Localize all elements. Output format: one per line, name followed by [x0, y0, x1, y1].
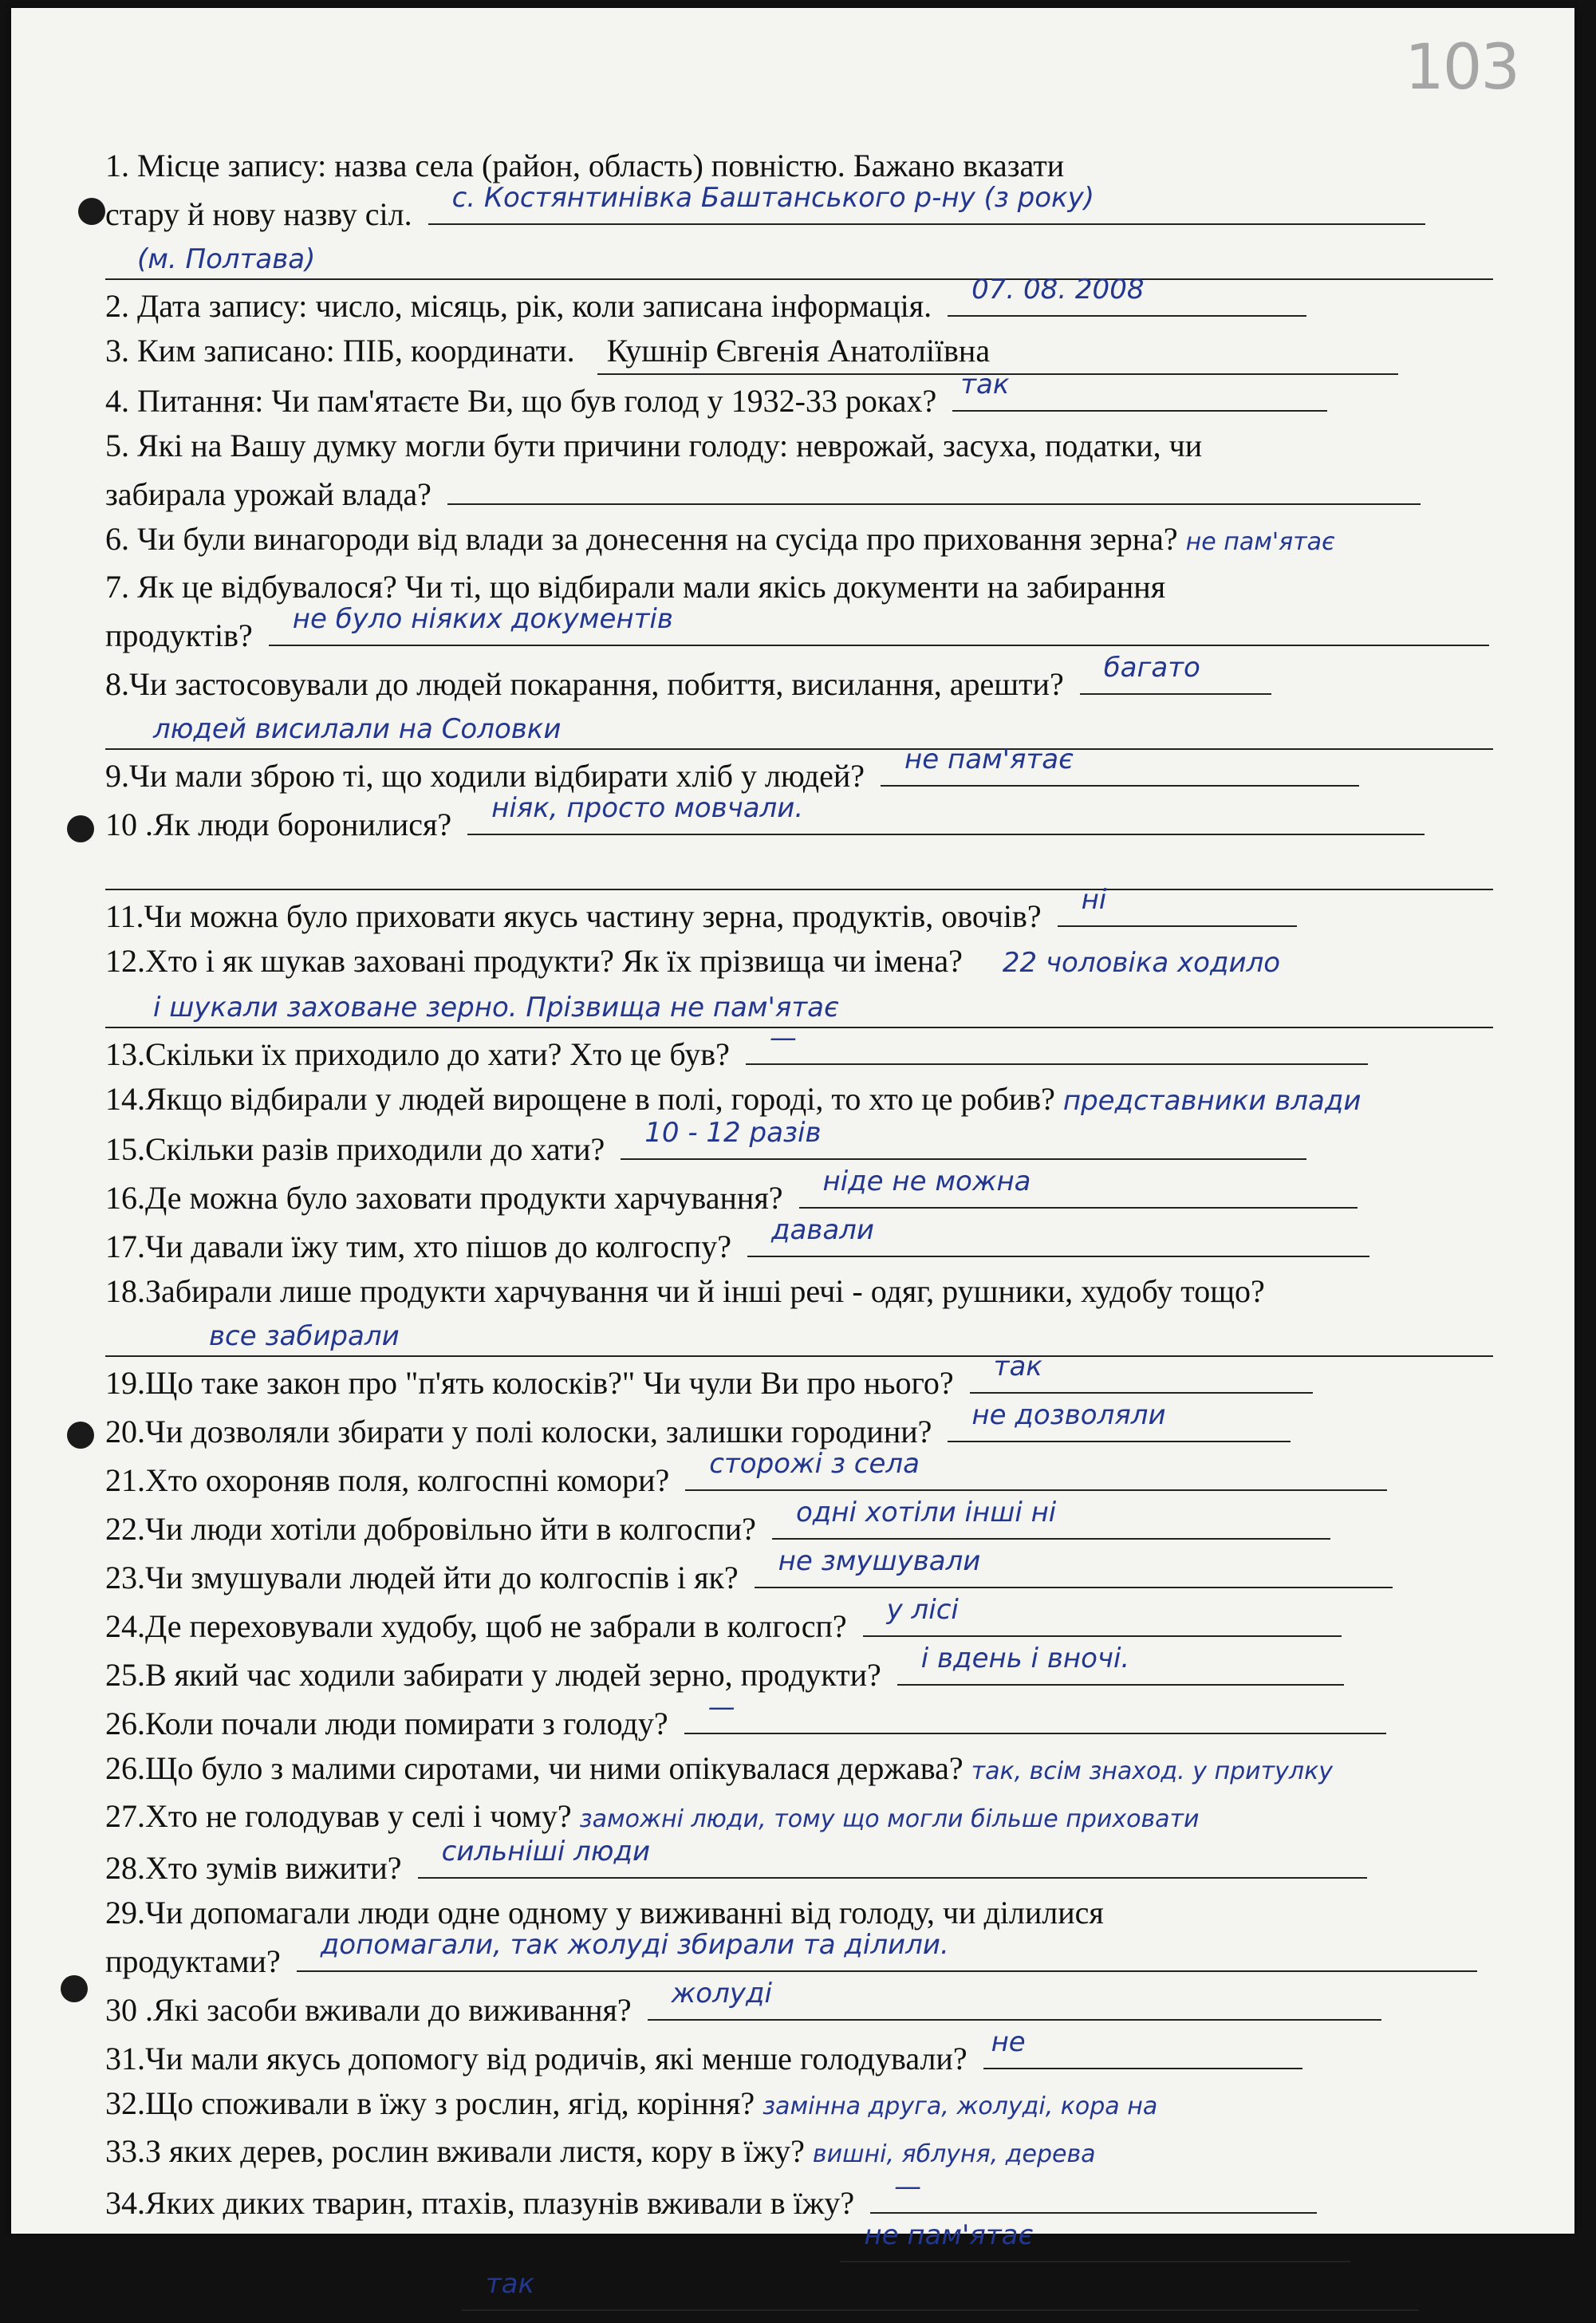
handwritten-answer: не було ніяких документів — [292, 603, 673, 635]
question-label: продуктами? — [105, 1943, 281, 1979]
typed-answer[interactable]: Кушнір Євгенія Анатоліївна — [597, 329, 1398, 375]
handwritten-answer: так, всім знаход. у притулку — [971, 1757, 1333, 1785]
question-18 — [105, 1269, 1493, 1314]
answer-field[interactable] — [755, 1545, 1393, 1588]
answer-field[interactable] — [870, 2171, 1317, 2214]
answer-field[interactable] — [269, 603, 1489, 646]
question-label: 1. Місце запису: назва села (район, область) повністю. Бажано вказати — [105, 148, 1065, 183]
question-label: 20.Чи дозволяли збирати у полі колоски, залишки городини? — [105, 1414, 932, 1449]
question-2 — [105, 274, 1493, 329]
punch-hole — [78, 198, 105, 225]
question-label: 18.Забирали лише продукти харчування чи й інші речі - одяг, рушники, худобу тощо? — [105, 1273, 1265, 1309]
answer-line[interactable] — [105, 239, 1493, 280]
question-label: 12.Хто і як шукав заховані продукти? Як їх прізвища чи імена? — [105, 943, 963, 979]
question-label: 8.Чи застосовували до людей покарання, побиття, висилання, арешти? — [105, 666, 1064, 702]
question-8 — [105, 652, 1493, 707]
handwritten-answer: і вдень і вночі. — [920, 1643, 1130, 1674]
question-label: 26.Що було з малими сиротами, чи ними опікувалася держава? — [105, 1750, 964, 1786]
handwritten-answer: людей висилали на Соловки — [153, 713, 562, 745]
handwritten-answer: не змушували — [778, 1545, 981, 1577]
question-label: 33.З яких дерев, рослин вживали листя, кору в їжу? — [105, 2133, 805, 2169]
question-label: 29.Чи допомагали люди одне одному у виживанні від голоду, чи ділилися — [105, 1895, 1104, 1931]
question-33 — [105, 2129, 1493, 2177]
punch-hole — [61, 1975, 88, 2002]
handwritten-answer: ні — [1081, 884, 1107, 916]
question-6 — [105, 517, 1493, 565]
handwritten-answer: допомагали, так жолуді збирали та ділили. — [320, 1929, 949, 1961]
question-label: стару й нову назву сіл. — [105, 196, 412, 232]
question-label: 16.Де можна було заховати продукти харчування? — [105, 1180, 783, 1216]
answer-field[interactable] — [970, 1351, 1313, 1394]
question-label: 9.Чи мали зброю ті, що ходили відбирати хліб у людей? — [105, 758, 865, 794]
handwritten-answer: представники влади — [1062, 1085, 1362, 1117]
answer-line[interactable] — [105, 1315, 1493, 1357]
question-24 — [105, 1594, 1493, 1649]
answer-field[interactable] — [447, 468, 1421, 505]
question-label: 10 .Як люди боронилися? — [105, 807, 452, 842]
handwritten-answer: так — [485, 2268, 535, 2300]
answer-field[interactable] — [418, 1836, 1367, 1879]
handwritten-answer: так — [960, 369, 1010, 400]
question-label: 11.Чи можна було приховати якусь частину зерна, продуктів, овочів? — [105, 898, 1042, 934]
answer-field[interactable] — [881, 743, 1359, 787]
question-label: 19.Що таке закон про "п'ять колосків?" Чи чули Ви про нього? — [105, 1365, 954, 1401]
answer-field[interactable] — [467, 792, 1425, 835]
answer-field[interactable] — [840, 2219, 1350, 2262]
answer-field[interactable] — [648, 1978, 1381, 2021]
answer-field[interactable] — [948, 1399, 1291, 1442]
punch-hole — [67, 1422, 94, 1449]
question-5 — [105, 424, 1493, 468]
handwritten-answer: — — [894, 2171, 922, 2203]
question-31 — [105, 2026, 1493, 2081]
handwritten-answer: вишні, яблуня, дерева — [812, 2140, 1096, 2168]
question-label: 7. Як це відбувалося? Чи ті, що відбирали мали якісь документи на забирання — [105, 569, 1166, 605]
handwritten-answer: одні хотіли інші ні — [795, 1497, 1057, 1528]
answer-field[interactable] — [684, 1691, 1386, 1734]
handwritten-answer: 07. 08. 2008 — [971, 274, 1145, 306]
handwritten-answer: все забирали — [209, 1320, 400, 1352]
answer-line[interactable] — [105, 849, 1493, 890]
question-label: 14.Якщо відбирали у людей вирощене в полі, городі, то хто це робив? — [105, 1081, 1055, 1117]
answer-field[interactable] — [799, 1165, 1358, 1209]
handwritten-answer: ніде не можна — [822, 1165, 1031, 1197]
answer-field[interactable] — [863, 1594, 1342, 1637]
handwritten-answer: багато — [1103, 652, 1200, 684]
question-label: 2. Дата запису: число, місяць, рік, коли записана інформація. — [105, 288, 932, 324]
question-34 — [105, 2171, 1493, 2226]
question-label: 32.Що споживали в їжу з рослин, ягід, коріння? — [105, 2085, 755, 2121]
answer-field[interactable] — [297, 1929, 1477, 1972]
question-label: 27.Хто не голодував у селі і чому? — [105, 1798, 572, 1834]
question-10 — [105, 792, 1493, 847]
handwritten-answer: 10 - 12 разів — [644, 1117, 822, 1149]
question-label: 30 .Які засоби вживали до виживання? — [105, 1992, 632, 2028]
question-label: 22.Чи люди хотіли добровільно йти в колгоспи? — [105, 1511, 756, 1547]
handwritten-answer: у лісі — [886, 1594, 959, 1626]
question-15 — [105, 1117, 1493, 1172]
answer-field[interactable] — [952, 369, 1327, 412]
question-12 — [105, 939, 1493, 985]
question-5-cont — [105, 468, 1493, 517]
answer-field[interactable] — [772, 1497, 1330, 1540]
question-36 — [105, 2268, 1493, 2323]
question-17 — [105, 1214, 1493, 1269]
question-1-cont — [105, 182, 1493, 237]
question-3 — [105, 329, 1493, 375]
question-30 — [105, 1978, 1493, 2033]
question-label: 35.Чи можна було щось купити у місті, чи виміняти? — [105, 2234, 825, 2270]
answer-field[interactable] — [428, 182, 1425, 225]
handwritten-answer: сильніші люди — [441, 1836, 651, 1867]
questionnaire-form — [105, 144, 1493, 2323]
answer-field[interactable] — [1058, 884, 1297, 927]
question-35 — [105, 2219, 1493, 2274]
question-13 — [105, 1022, 1493, 1077]
handwritten-answer: не пам'ятає — [904, 743, 1074, 775]
question-label: 25.В який час ходили забирати у людей зерно, продукти? — [105, 1657, 881, 1693]
question-label: забирала урожай влада? — [105, 476, 432, 512]
handwritten-answer: так — [993, 1351, 1042, 1382]
page-number: 103 — [1405, 32, 1519, 104]
question-label: 28.Хто зумів вижити? — [105, 1850, 402, 1886]
answer-line[interactable] — [105, 987, 1493, 1028]
handwritten-answer: заможні люди, тому що могли більше приховати — [579, 1805, 1200, 1833]
answer-field[interactable] — [621, 1117, 1306, 1160]
answer-field[interactable] — [462, 2268, 1419, 2311]
question-23 — [105, 1545, 1493, 1600]
question-label: 17.Чи давали їжу тим, хто пішов до колгоспу? — [105, 1229, 731, 1264]
question-7-cont — [105, 603, 1493, 658]
question-label: 15.Скільки разів приходили до хати? — [105, 1131, 605, 1167]
question-26 — [105, 1691, 1493, 1746]
question-label: 36.Чи був голоду містах? — [105, 2282, 446, 2318]
question-32 — [105, 2081, 1493, 2129]
question-25 — [105, 1643, 1493, 1698]
handwritten-answer: не пам'ятає — [864, 2219, 1034, 2251]
handwritten-answer: і шукали заховане зерно. Прізвища не пам'ятає — [153, 992, 839, 1023]
questionnaire-sheet — [11, 8, 1574, 2318]
question-label: продуктів? — [105, 617, 253, 653]
handwritten-answer: жолуді — [671, 1978, 772, 2009]
punch-hole — [67, 815, 94, 842]
question-label: 4. Питання: Чи пам'ятаєте Ви, що був голод у 1932-33 роках? — [105, 383, 937, 419]
question-label: 31.Чи мали якусь допомогу від родичів, які менше голодували? — [105, 2041, 967, 2077]
question-label: 24.Де переховували худобу, щоб не забрали в колгосп? — [105, 1608, 847, 1644]
question-label: 23.Чи змушували людей йти до колгоспів і як? — [105, 1560, 739, 1595]
handwritten-answer: 22 чоловіка ходило — [1002, 947, 1281, 979]
answer-field[interactable] — [685, 1448, 1387, 1491]
answer-line[interactable] — [105, 708, 1493, 750]
question-26b — [105, 1746, 1493, 1794]
handwritten-answer: не пам'ятає — [1185, 528, 1335, 556]
answer-field[interactable] — [1080, 652, 1271, 695]
handwritten-answer: замінна друга, жолуді, кора на — [763, 2092, 1158, 2120]
handwritten-answer: ніяк, просто мовчали. — [491, 792, 804, 824]
handwritten-answer: (м. Полтава) — [137, 243, 316, 275]
question-label: 34.Яких диких тварин, птахів, плазунів вживали в їжу? — [105, 2185, 855, 2221]
handwritten-answer: не — [991, 2026, 1026, 2058]
handwritten-answer: давали — [770, 1214, 875, 1246]
question-29-cont — [105, 1929, 1493, 1984]
handwritten-answer: не дозволяли — [971, 1399, 1166, 1431]
question-label: 3. Ким записано: ПІБ, координати. — [105, 333, 575, 369]
question-4 — [105, 369, 1493, 424]
handwritten-answer: — — [769, 1022, 797, 1054]
answer-field[interactable] — [897, 1643, 1344, 1686]
handwritten-answer: сторожі з села — [709, 1448, 920, 1480]
question-label: 13.Скільки їх приходило до хати? Хто це був? — [105, 1036, 730, 1072]
question-label: 5. Які на Вашу думку могли бути причини голоду: неврожай, засуха, податки, чи — [105, 428, 1203, 463]
question-27 — [105, 1794, 1493, 1842]
question-11 — [105, 884, 1493, 939]
question-label: 21.Хто охороняв поля, колгоспні комори? — [105, 1462, 670, 1498]
question-label: 26.Коли почали люди помирати з голоду? — [105, 1706, 668, 1741]
question-28 — [105, 1836, 1493, 1891]
answer-field[interactable] — [747, 1214, 1369, 1257]
question-19 — [105, 1351, 1493, 1406]
answer-field[interactable] — [948, 274, 1306, 317]
answer-field[interactable] — [983, 2026, 1302, 2069]
answer-field[interactable] — [746, 1022, 1368, 1065]
handwritten-answer: с. Костянтинівка Баштанського р-ну (з року) — [451, 182, 1094, 214]
question-label: 6. Чи були винагороди від влади за донесення на сусіда про приховання зерна? — [105, 521, 1178, 557]
handwritten-answer: — — [707, 1691, 735, 1723]
